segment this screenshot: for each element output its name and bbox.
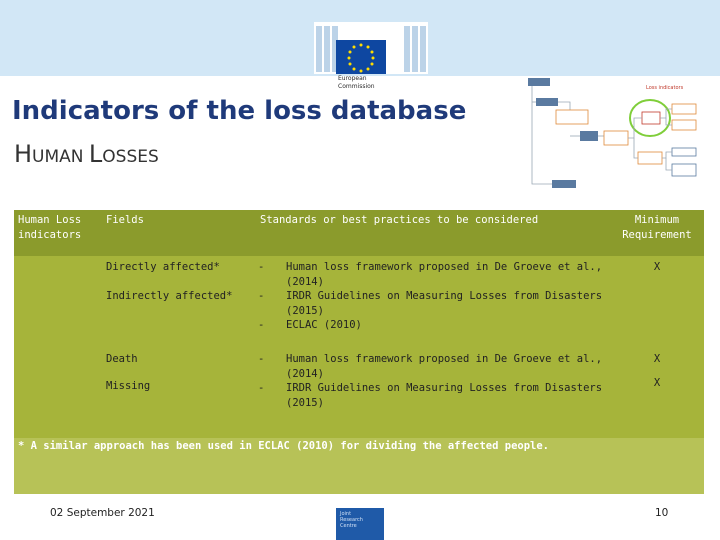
group1-standards-cell (252, 256, 610, 348)
field-death: Death (106, 353, 138, 365)
bullet-dash: - (258, 261, 265, 273)
group1-min-cell-1: X (610, 256, 704, 286)
footnote-cell: * A similar approach has been used in ECLAC (2010) for dividing the affected people. (14, 438, 704, 494)
diagram-box (580, 131, 598, 141)
standard-item: IRDR Guidelines on Measuring Losses from Disasters (2015) (286, 382, 603, 409)
diagram-box (672, 164, 696, 176)
diagram-heading: Loss indicators (646, 85, 684, 91)
bullet-dash: - (258, 382, 265, 394)
diagram-box (672, 120, 696, 130)
loss-indicators-diagram (520, 76, 710, 188)
standard-item: Human loss framework proposed in De Groeve et al., (2014) (286, 353, 603, 380)
diagram-box (672, 104, 696, 114)
bullet-dash: - (258, 290, 265, 302)
diagram-box (638, 152, 662, 164)
page-title: Indicators of the loss database (12, 96, 467, 126)
jrc-logo: Joint Research Centre (336, 508, 384, 540)
diagram-box (604, 131, 628, 145)
group1-min-cell-2 (610, 286, 704, 348)
field-missing: Missing (106, 379, 151, 392)
diagram-box (556, 110, 588, 124)
header-fields: Fields (102, 210, 252, 256)
group1-fields-cell (102, 256, 252, 348)
group2-standards-cell (252, 348, 610, 438)
bullet-dash: - (258, 353, 265, 365)
group2-min-cell-1: X (610, 348, 704, 372)
header-indicators: Human Loss indicators (14, 210, 102, 256)
group2-fields-cell (102, 348, 252, 438)
diagram-box (672, 148, 696, 156)
european-commission-wordmark: European Commission (338, 75, 375, 90)
group2-indicator-cell (14, 348, 102, 438)
footer-date: 02 September 2021 (50, 507, 155, 519)
standard-item: ECLAC (2010) (286, 319, 362, 331)
page-subtitle: HUMAN LOSSES (14, 140, 159, 168)
header-minimum: Minimum Requirement (610, 210, 704, 256)
field-indirectly-affected: Indirectly affected* (106, 289, 233, 302)
page-number: 10 (655, 507, 669, 519)
group2-min-cell-2: X (610, 372, 704, 438)
diagram-box (536, 98, 558, 106)
human-loss-table (14, 210, 704, 494)
group1-indicator-cell (14, 256, 102, 348)
standard-item: Human loss framework proposed in De Groeve et al., (2014) (286, 261, 603, 288)
field-directly-affected: Directly affected* (106, 261, 220, 273)
bullet-dash: - (258, 319, 265, 331)
diagram-box (642, 112, 660, 124)
diagram-box (552, 180, 576, 188)
diagram-box (528, 78, 550, 86)
header-standards: Standards or best practices to be considered (252, 210, 610, 256)
standard-item: IRDR Guidelines on Measuring Losses from Disasters (2015) (286, 290, 603, 317)
